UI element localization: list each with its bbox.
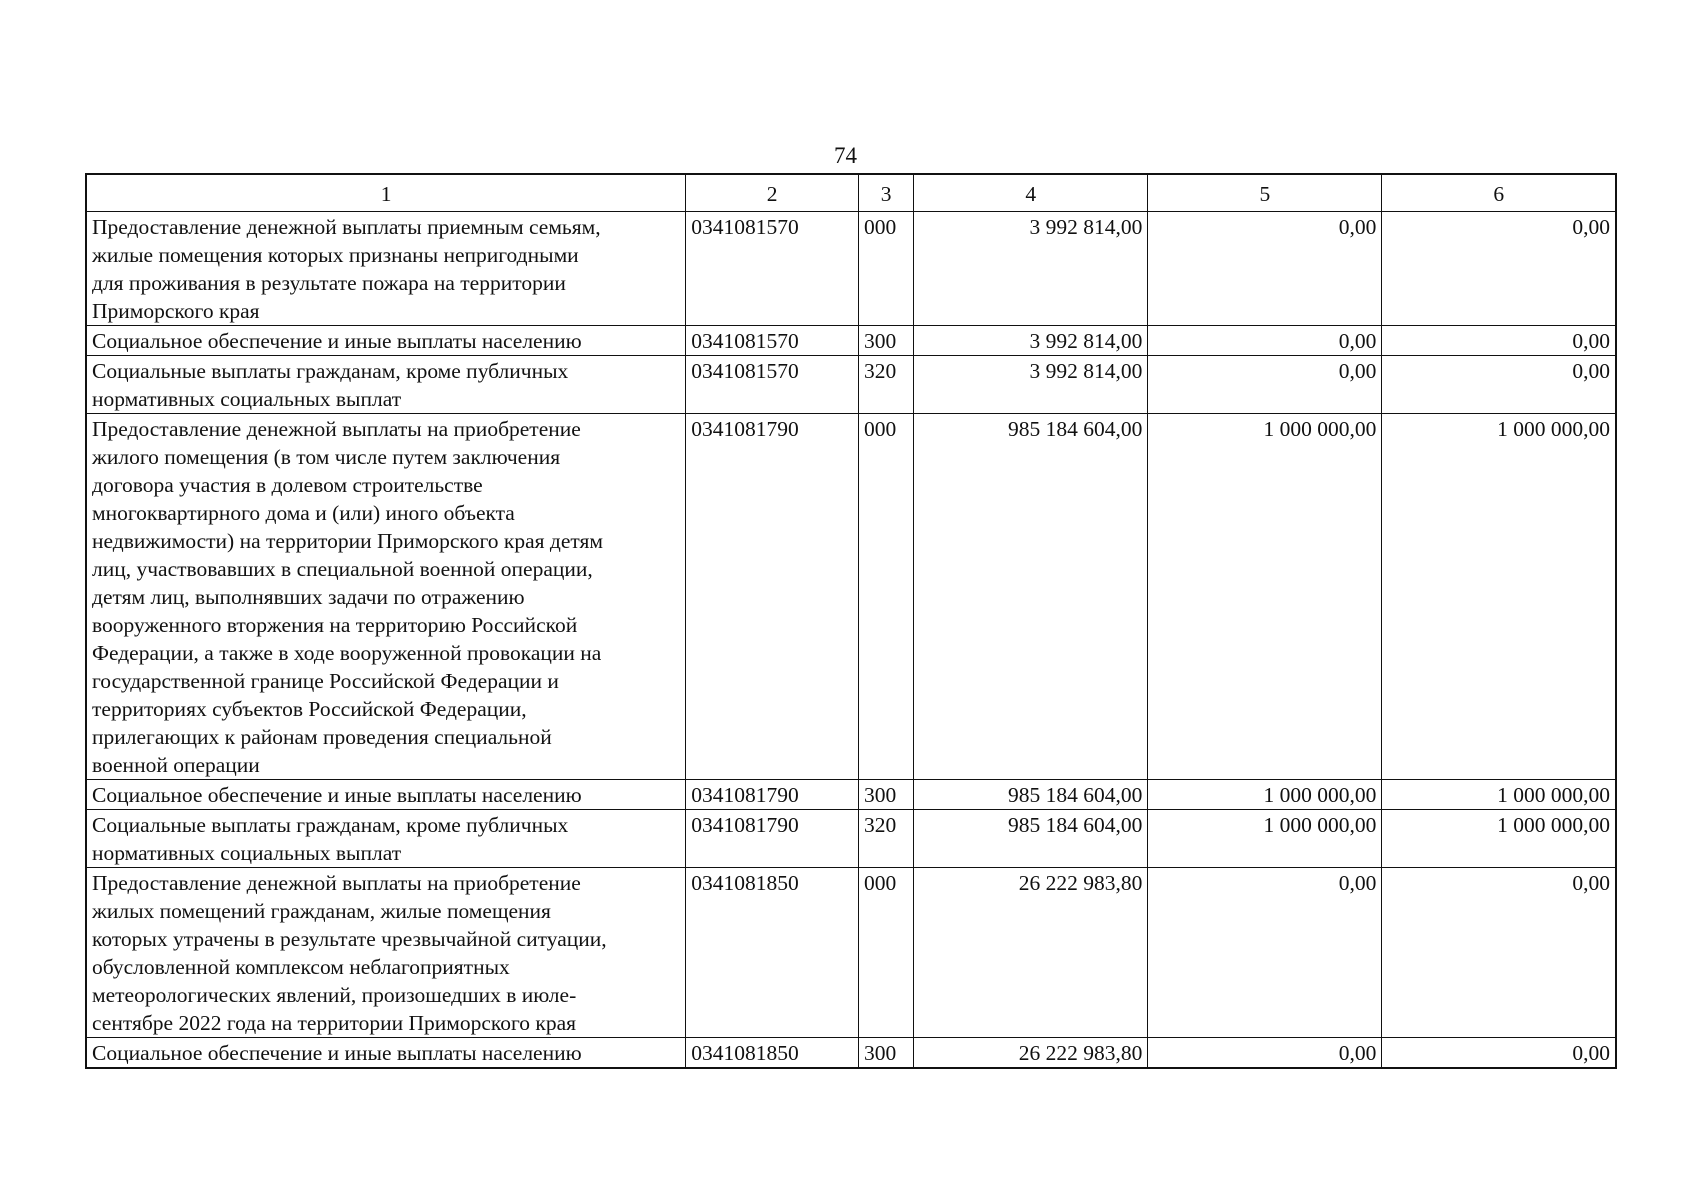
column-header-3: 3 [859,174,914,212]
page-number: 74 [834,143,857,168]
row-name: Социальное обеспечение и иные выплаты населению [86,1038,686,1069]
row-target-code: 0341081570 [686,356,859,414]
row-expense-type: 000 [859,212,914,326]
column-header-2: 2 [686,174,859,212]
header-row [86,174,1616,212]
row-target-code: 0341081850 [686,868,859,1038]
row-amount-col5: 0,00 [1148,326,1382,356]
row-amount-col4: 3 992 814,00 [914,326,1148,356]
table-row [86,326,1616,356]
row-name: Предоставление денежной выплаты приемным семьям, жилые помещения которых признаны непригодными для проживания в результате пожара на территории Приморского края [86,212,686,326]
row-amount-col4: 26 222 983,80 [914,1038,1148,1069]
table-row [86,810,1616,868]
row-expense-type: 320 [859,356,914,414]
row-expense-type: 300 [859,780,914,810]
row-expense-type: 300 [859,326,914,356]
row-amount-col5: 1 000 000,00 [1148,780,1382,810]
row-amount-col4: 985 184 604,00 [914,780,1148,810]
row-target-code: 0341081570 [686,326,859,356]
row-name: Социальное обеспечение и иные выплаты населению [86,326,686,356]
row-name: Предоставление денежной выплаты на приобретение жилого помещения (в том числе путем заключения договора участия в долевом строительстве многоквартирного дома и (или) иного объекта недвижимости) на территории Приморского края детям лиц, участвовавших в специальной военной операции, детям лиц, выполнявших задачи по отражению вооруженного вторжения на территорию Российской Федерации, а также в ходе вооруженной провокации на государственной границе Российской Федерации и территориях субъектов Российской Федерации, прилегающих к районам проведения специальной военной операции [86,414,686,780]
table-row [86,1038,1616,1069]
row-amount-col6: 0,00 [1382,326,1616,356]
row-amount-col4: 985 184 604,00 [914,414,1148,780]
row-expense-type: 000 [859,868,914,1038]
row-target-code: 0341081790 [686,810,859,868]
budget-table [85,173,1617,1069]
row-amount-col6: 0,00 [1382,356,1616,414]
column-header-1: 1 [86,174,686,212]
table-row [86,356,1616,414]
row-amount-col6: 1 000 000,00 [1382,780,1616,810]
row-amount-col6: 0,00 [1382,212,1616,326]
row-amount-col4: 985 184 604,00 [914,810,1148,868]
row-amount-col6: 1 000 000,00 [1382,414,1616,780]
row-name: Социальные выплаты гражданам, кроме публичных нормативных социальных выплат [86,810,686,868]
row-target-code: 0341081790 [686,780,859,810]
row-target-code: 0341081790 [686,414,859,780]
row-target-code: 0341081570 [686,212,859,326]
row-name: Предоставление денежной выплаты на приобретение жилых помещений гражданам, жилые помещения которых утрачены в результате чрезвычайной ситуации, обусловленной комплексом неблагоприятных метеорологических явлений, произошедших в июле- сентябре 2022 года на территории Приморского края [86,868,686,1038]
column-header-4: 4 [914,174,1148,212]
row-expense-type: 320 [859,810,914,868]
row-name: Социальные выплаты гражданам, кроме публичных нормативных социальных выплат [86,356,686,414]
column-header-5: 5 [1148,174,1382,212]
row-amount-col6: 0,00 [1382,1038,1616,1069]
table-row [86,780,1616,810]
row-amount-col6: 1 000 000,00 [1382,810,1616,868]
row-amount-col5: 0,00 [1148,212,1382,326]
row-amount-col5: 1 000 000,00 [1148,414,1382,780]
table-row [86,212,1616,326]
column-header-6: 6 [1382,174,1616,212]
row-target-code: 0341081850 [686,1038,859,1069]
row-amount-col5: 0,00 [1148,1038,1382,1069]
row-amount-col5: 0,00 [1148,868,1382,1038]
row-name: Социальное обеспечение и иные выплаты населению [86,780,686,810]
row-expense-type: 000 [859,414,914,780]
row-amount-col6: 0,00 [1382,868,1616,1038]
row-amount-col4: 3 992 814,00 [914,356,1148,414]
row-amount-col4: 26 222 983,80 [914,868,1148,1038]
table-row [86,414,1616,780]
row-amount-col4: 3 992 814,00 [914,212,1148,326]
row-amount-col5: 0,00 [1148,356,1382,414]
row-expense-type: 300 [859,1038,914,1069]
row-amount-col5: 1 000 000,00 [1148,810,1382,868]
table-row [86,868,1616,1038]
